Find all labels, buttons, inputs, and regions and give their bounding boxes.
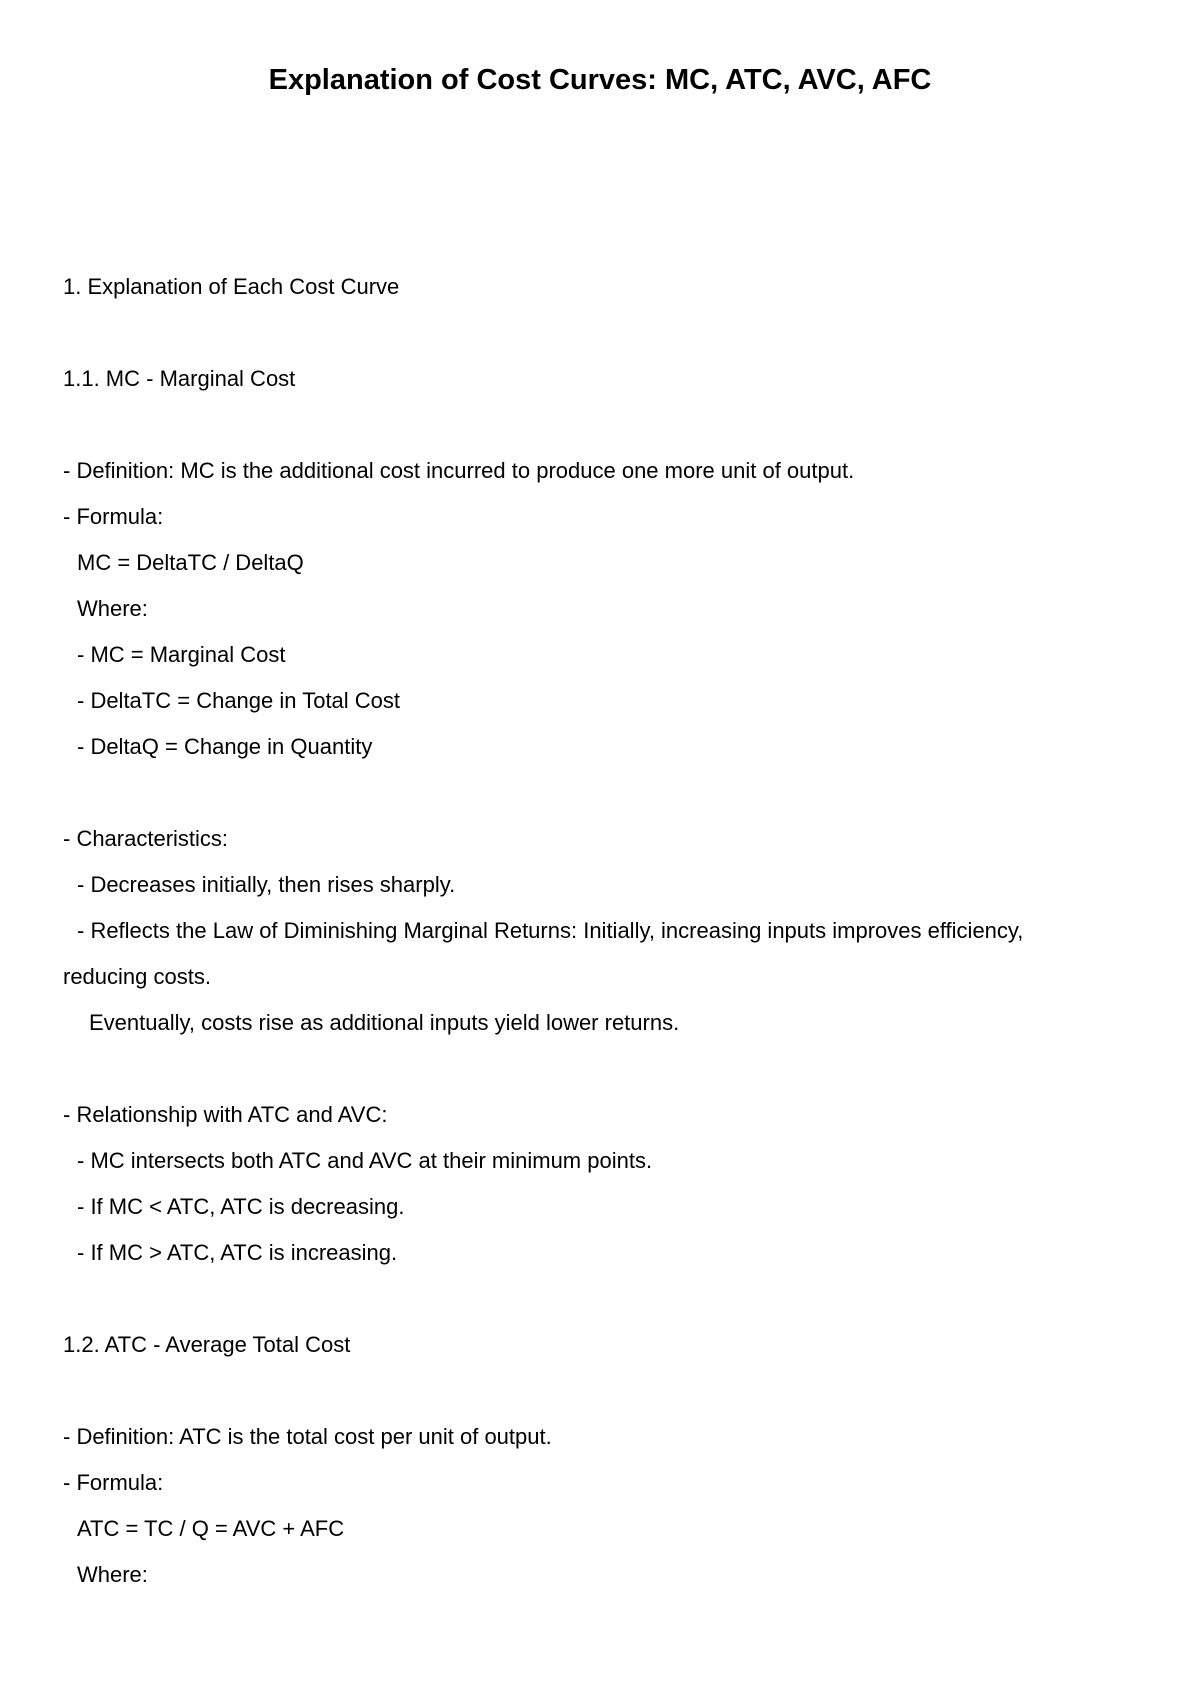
mc-formula: MC = DeltaTC / DeltaQ bbox=[77, 550, 304, 575]
subsection-heading-mc: 1.1. MC - Marginal Cost bbox=[63, 366, 296, 391]
mc-where-item: - DeltaTC = Change in Total Cost bbox=[77, 688, 401, 713]
atc-formula-label: - Formula: bbox=[63, 1470, 164, 1495]
mc-relationship-item: - If MC > ATC, ATC is increasing. bbox=[77, 1240, 398, 1265]
atc-where: Where: bbox=[77, 1562, 148, 1587]
document-title: Explanation of Cost Curves: MC, ATC, AVC, AFC bbox=[268, 64, 932, 96]
mc-characteristic-continuation: reducing costs. bbox=[63, 964, 211, 989]
mc-characteristic-item: - Reflects the Law of Diminishing Marginal Returns: Initially, increasing inputs improves efficiency, bbox=[77, 918, 1024, 943]
mc-relationship-label: - Relationship with ATC and AVC: bbox=[63, 1102, 388, 1127]
mc-where: Where: bbox=[77, 596, 148, 621]
section-heading-1: 1. Explanation of Each Cost Curve bbox=[63, 274, 400, 299]
mc-characteristic-continuation: Eventually, costs rise as additional inputs yield lower returns. bbox=[89, 1010, 680, 1035]
mc-formula-label: - Formula: bbox=[63, 504, 164, 529]
atc-formula: ATC = TC / Q = AVC + AFC bbox=[77, 1516, 345, 1541]
mc-characteristics-label: - Characteristics: bbox=[63, 826, 229, 851]
subsection-heading-atc: 1.2. ATC - Average Total Cost bbox=[63, 1332, 351, 1357]
mc-definition: - Definition: MC is the additional cost incurred to produce one more unit of output. bbox=[63, 458, 855, 483]
mc-relationship-item: - MC intersects both ATC and AVC at their minimum points. bbox=[77, 1148, 653, 1173]
mc-where-item: - MC = Marginal Cost bbox=[77, 642, 286, 667]
mc-characteristic-item: - Decreases initially, then rises sharply. bbox=[77, 872, 456, 897]
mc-where-item: - DeltaQ = Change in Quantity bbox=[77, 734, 373, 759]
mc-relationship-item: - If MC < ATC, ATC is decreasing. bbox=[77, 1194, 405, 1219]
atc-definition: - Definition: ATC is the total cost per unit of output. bbox=[63, 1424, 552, 1449]
